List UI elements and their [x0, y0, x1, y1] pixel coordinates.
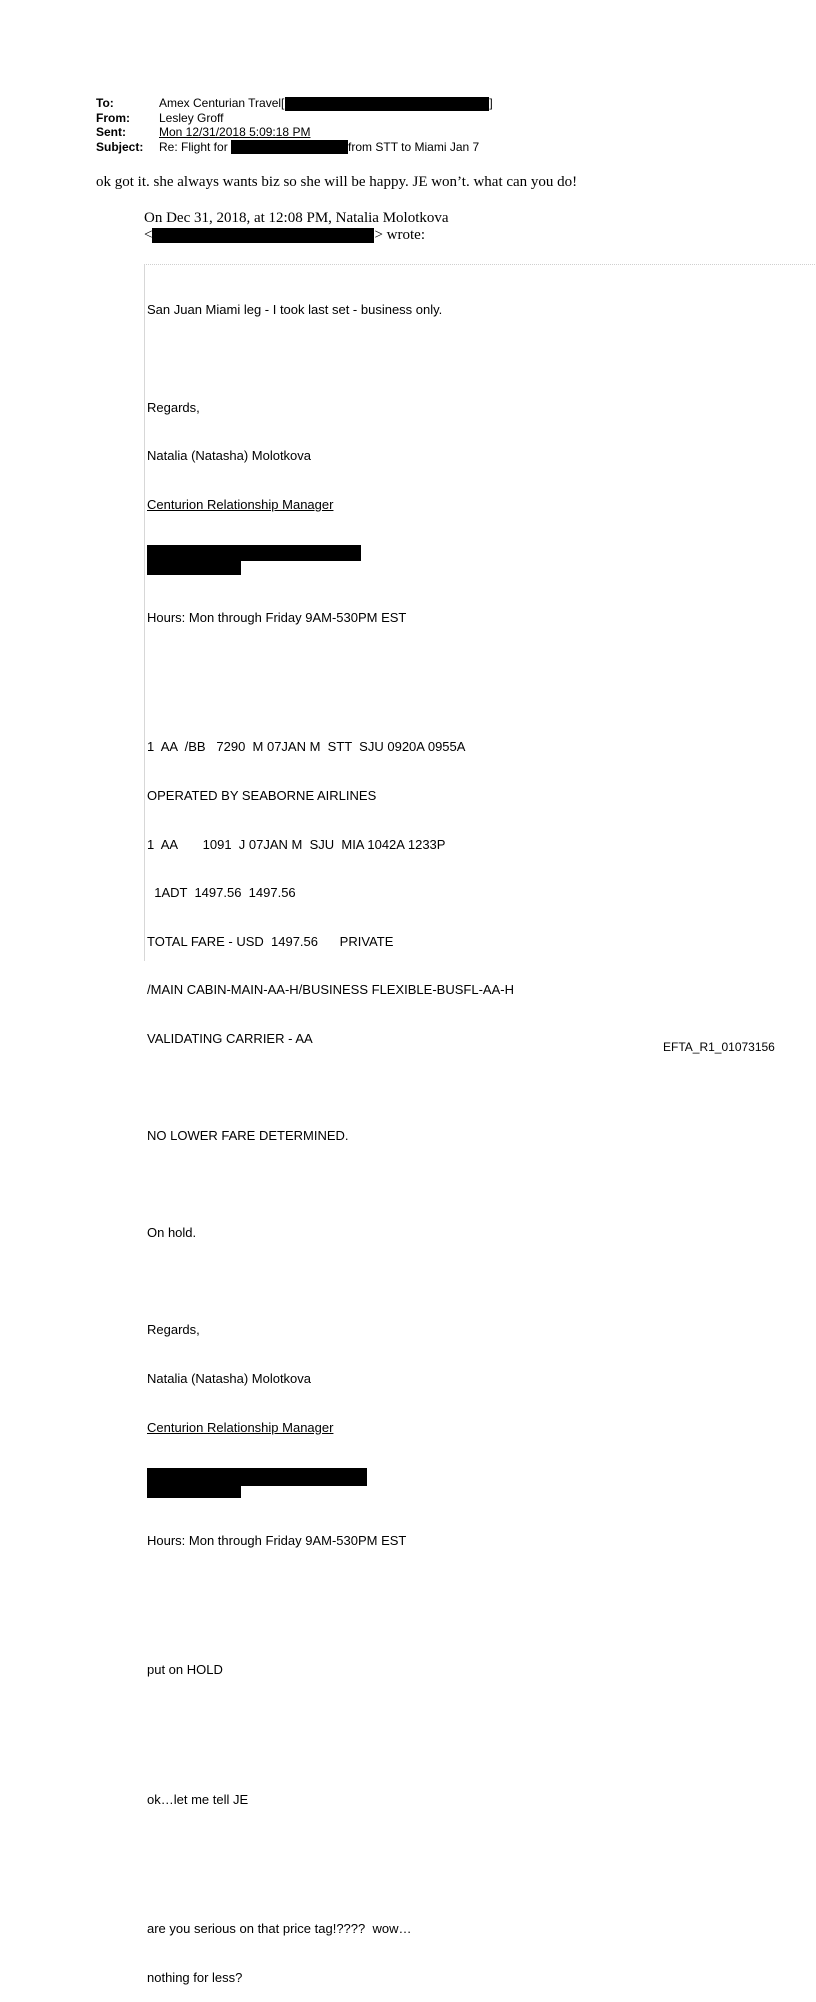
- itinerary-line: 1ADT 1497.56 1497.56: [147, 885, 296, 901]
- open-bracket: <: [144, 227, 153, 243]
- quoted-message: [147, 270, 514, 2002]
- itinerary-line: 1 AA 1091 J 07JAN M SJU MIA 1042A 1233P: [147, 836, 446, 852]
- itinerary-line: 1 AA /BB 7290 M 07JAN M STT SJU 0920A 0955A: [147, 739, 466, 755]
- signature-title: Centurion Relationship Manager: [147, 496, 334, 512]
- from-label: From:: [96, 110, 130, 125]
- sent-label: Sent:: [96, 125, 126, 139]
- itinerary-line: TOTAL FARE - USD 1497.56 PRIVATE: [147, 933, 394, 949]
- quote-attribution-line2: [144, 227, 449, 244]
- signature-name: Natalia (Natasha) Molotkova: [147, 1371, 312, 1387]
- signature-title: Centurion Relationship Manager: [147, 1419, 334, 1435]
- signature-regards: Regards,: [147, 1322, 200, 1338]
- to-close-bracket: ]: [489, 96, 493, 110]
- quoted-line: nothing for less?: [147, 1969, 243, 1985]
- hold-note: On hold.: [147, 1225, 197, 1241]
- sent-value: Mon 12/31/2018 5:09:18 PM: [159, 125, 311, 139]
- redaction-block: [147, 559, 241, 575]
- subject-value: [159, 140, 479, 155]
- quote-attribution-line1: On Dec 31, 2018, at 12:08 PM, Natalia Molotkova: [144, 210, 449, 226]
- quoted-line: ok…let me tell JE: [147, 1791, 249, 1807]
- signature-name: Natalia (Natasha) Molotkova: [147, 448, 312, 464]
- itinerary-line: /MAIN CABIN-MAIN-AA-H/BUSINESS FLEXIBLE-BUSFL-AA-H: [147, 982, 514, 998]
- signature-hours: Hours: Mon through Friday 9AM-530PM EST: [147, 1532, 407, 1548]
- redaction-block: [231, 140, 348, 154]
- from-value: Lesley Groff: [159, 110, 224, 125]
- reply-body: ok got it. she always wants biz so she will be happy. JE won’t. what can you do!: [96, 174, 578, 190]
- quote-attribution: [144, 210, 449, 244]
- to-value: [159, 96, 493, 111]
- redaction-block: [147, 1482, 241, 1498]
- to-recipient: Amex Centurian Travel[: [159, 96, 285, 110]
- quoted-line: put on HOLD: [147, 1662, 223, 1678]
- subject-label: Subject:: [96, 139, 144, 154]
- subject-prefix: Re: Flight for: [159, 139, 228, 154]
- to-label: To:: [96, 96, 114, 110]
- signature-redacted: [147, 545, 514, 577]
- document-id: EFTA_R1_01073156: [663, 1040, 775, 1054]
- quoted-line: are you serious on that price tag!???? wow…: [147, 1921, 412, 1937]
- signature-redacted: [147, 1468, 514, 1500]
- redaction-block: [152, 228, 374, 243]
- signature-hours: Hours: Mon through Friday 9AM-530PM EST: [147, 609, 407, 625]
- wrote-text: > wrote:: [374, 227, 425, 243]
- itinerary-line: OPERATED BY SEABORNE AIRLINES: [147, 787, 377, 803]
- fare-note: NO LOWER FARE DETERMINED.: [147, 1128, 349, 1144]
- signature-regards: Regards,: [147, 399, 200, 415]
- itinerary-line: VALIDATING CARRIER - AA: [147, 1030, 313, 1046]
- subject-suffix: from STT to Miami Jan 7: [348, 139, 480, 154]
- redaction-block: [285, 97, 489, 111]
- quoted-line: San Juan Miami leg - I took last set - business only.: [147, 302, 443, 318]
